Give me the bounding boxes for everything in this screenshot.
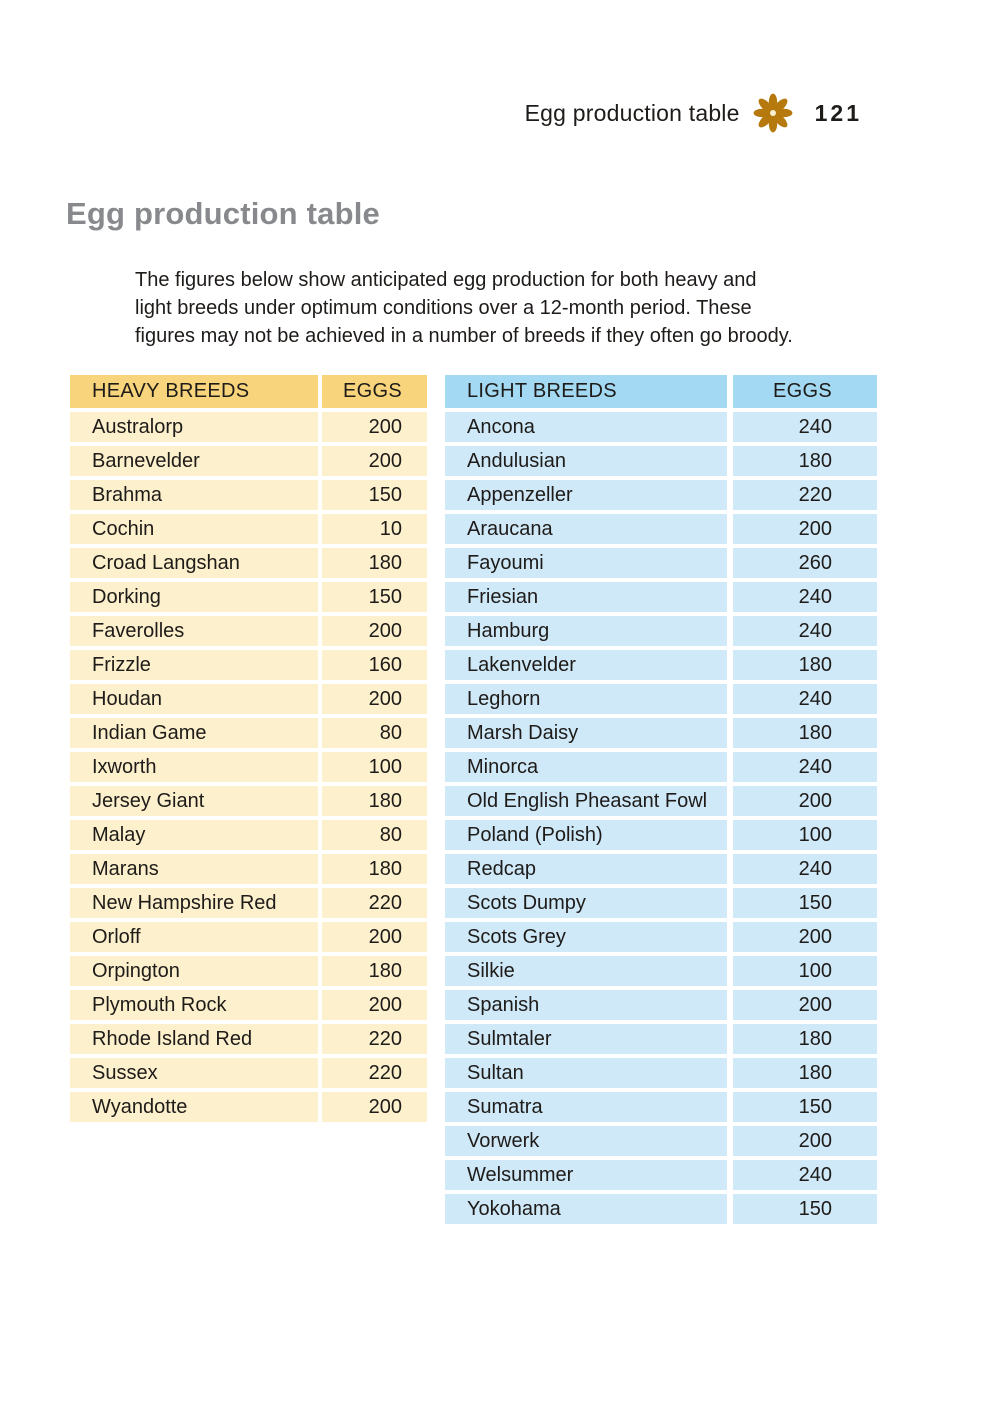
egg-count-cell: 220 <box>322 1058 427 1088</box>
page-number: 121 <box>814 99 862 126</box>
breed-name-cell: Frizzle <box>70 650 318 680</box>
table-row <box>70 480 427 510</box>
breed-name-cell: Wyandotte <box>70 1092 318 1122</box>
table-row <box>445 718 877 748</box>
table-row <box>70 1092 427 1122</box>
table-row <box>445 1160 877 1190</box>
egg-count-cell: 240 <box>733 752 877 782</box>
egg-count-cell: 150 <box>322 582 427 612</box>
table-row <box>70 888 427 918</box>
table-row <box>445 548 877 578</box>
egg-count-cell: 180 <box>733 718 877 748</box>
table-row <box>70 514 427 544</box>
table-row <box>70 1058 427 1088</box>
light-eggs-header-label: EGGS <box>733 375 877 408</box>
table-row <box>70 956 427 986</box>
breed-name-cell: Lakenvelder <box>445 650 727 680</box>
breed-name-cell: Malay <box>70 820 318 850</box>
intro-paragraph <box>135 266 875 350</box>
breed-name-cell: Spanish <box>445 990 727 1020</box>
breed-name-cell: Houdan <box>70 684 318 714</box>
breed-name-cell: Welsummer <box>445 1160 727 1190</box>
egg-count-cell: 150 <box>733 1194 877 1224</box>
heavy-eggs-header-label: EGGS <box>322 375 427 408</box>
running-header-text: Egg production table <box>524 99 740 126</box>
breed-name-cell: Indian Game <box>70 718 318 748</box>
breed-name-cell: Silkie <box>445 956 727 986</box>
table-row <box>70 446 427 476</box>
breed-name-cell: Appenzeller <box>445 480 727 510</box>
table-row <box>445 1024 877 1054</box>
breed-name-cell: Cochin <box>70 514 318 544</box>
table-row <box>445 1058 877 1088</box>
table-row <box>445 684 877 714</box>
egg-count-cell: 240 <box>733 412 877 442</box>
heavy-table-header-row <box>70 375 427 408</box>
breed-name-cell: Andulusian <box>445 446 727 476</box>
page-title: Egg production table <box>66 196 380 231</box>
breed-name-cell: Sussex <box>70 1058 318 1088</box>
table-row <box>70 1024 427 1054</box>
table-row <box>445 854 877 884</box>
table-row <box>445 1194 877 1224</box>
table-row <box>70 412 427 442</box>
breed-name-cell: Orpington <box>70 956 318 986</box>
egg-count-cell: 200 <box>733 514 877 544</box>
table-row <box>70 684 427 714</box>
breed-name-cell: Sulmtaler <box>445 1024 727 1054</box>
table-row <box>445 956 877 986</box>
egg-count-cell: 160 <box>322 650 427 680</box>
breed-name-cell: Redcap <box>445 854 727 884</box>
egg-count-cell: 200 <box>322 990 427 1020</box>
table-row <box>445 446 877 476</box>
breed-name-cell: Hamburg <box>445 616 727 646</box>
egg-count-cell: 240 <box>733 616 877 646</box>
egg-count-cell: 180 <box>322 956 427 986</box>
table-row <box>70 582 427 612</box>
egg-count-cell: 200 <box>322 922 427 952</box>
breed-name-cell: Brahma <box>70 480 318 510</box>
table-row <box>70 820 427 850</box>
table-row <box>70 990 427 1020</box>
egg-count-cell: 220 <box>322 888 427 918</box>
egg-count-cell: 150 <box>322 480 427 510</box>
table-row <box>70 548 427 578</box>
breed-name-cell: Jersey Giant <box>70 786 318 816</box>
table-row <box>445 752 877 782</box>
egg-count-cell: 80 <box>322 820 427 850</box>
egg-count-cell: 220 <box>322 1024 427 1054</box>
table-row <box>445 820 877 850</box>
egg-count-cell: 200 <box>322 1092 427 1122</box>
breed-name-cell: Sumatra <box>445 1092 727 1122</box>
table-row <box>70 854 427 884</box>
table-row <box>70 718 427 748</box>
breed-name-cell: New Hampshire Red <box>70 888 318 918</box>
table-row <box>445 888 877 918</box>
egg-count-cell: 100 <box>733 820 877 850</box>
egg-count-cell: 180 <box>733 446 877 476</box>
egg-count-cell: 200 <box>322 446 427 476</box>
breed-name-cell: Old English Pheasant Fowl <box>445 786 727 816</box>
breed-name-cell: Fayoumi <box>445 548 727 578</box>
breed-name-cell: Ixworth <box>70 752 318 782</box>
breed-name-cell: Minorca <box>445 752 727 782</box>
intro-line-1: The figures below show anticipated egg production for both heavy and <box>135 269 757 291</box>
heavy-breeds-header-label: HEAVY BREEDS <box>70 375 318 408</box>
egg-count-cell: 10 <box>322 514 427 544</box>
breed-name-cell: Croad Langshan <box>70 548 318 578</box>
table-row <box>445 412 877 442</box>
breed-name-cell: Ancona <box>445 412 727 442</box>
egg-count-cell: 200 <box>322 412 427 442</box>
table-row <box>445 616 877 646</box>
breed-name-cell: Friesian <box>445 582 727 612</box>
light-breeds-table <box>445 375 877 1224</box>
egg-count-cell: 150 <box>733 888 877 918</box>
flower-icon <box>753 92 793 134</box>
breed-name-cell: Scots Dumpy <box>445 888 727 918</box>
egg-count-cell: 180 <box>322 786 427 816</box>
egg-count-cell: 100 <box>733 956 877 986</box>
table-row <box>445 582 877 612</box>
table-row <box>70 752 427 782</box>
intro-line-3: figures may not be achieved in a number of breeds if they often go broody. <box>135 325 793 347</box>
table-row <box>445 990 877 1020</box>
egg-count-cell: 200 <box>733 1126 877 1156</box>
breed-name-cell: Plymouth Rock <box>70 990 318 1020</box>
breed-name-cell: Leghorn <box>445 684 727 714</box>
table-row <box>445 786 877 816</box>
egg-count-cell: 100 <box>322 752 427 782</box>
table-row <box>445 650 877 680</box>
egg-count-cell: 180 <box>733 1058 877 1088</box>
table-row <box>445 1092 877 1122</box>
breed-name-cell: Dorking <box>70 582 318 612</box>
egg-count-cell: 200 <box>733 990 877 1020</box>
light-table-header-row <box>445 375 877 408</box>
light-breeds-header-label: LIGHT BREEDS <box>445 375 727 408</box>
egg-count-cell: 220 <box>733 480 877 510</box>
egg-count-cell: 240 <box>733 854 877 884</box>
breed-name-cell: Araucana <box>445 514 727 544</box>
breed-name-cell: Faverolles <box>70 616 318 646</box>
table-row <box>445 480 877 510</box>
egg-count-cell: 240 <box>733 582 877 612</box>
egg-count-cell: 180 <box>322 548 427 578</box>
breed-name-cell: Rhode Island Red <box>70 1024 318 1054</box>
breed-name-cell: Marans <box>70 854 318 884</box>
breed-name-cell: Scots Grey <box>445 922 727 952</box>
egg-count-cell: 240 <box>733 684 877 714</box>
table-row <box>70 786 427 816</box>
table-row <box>70 922 427 952</box>
egg-count-cell: 80 <box>322 718 427 748</box>
table-row <box>445 922 877 952</box>
intro-line-2: light breeds under optimum conditions over a 12-month period. These <box>135 297 752 319</box>
breed-name-cell: Sultan <box>445 1058 727 1088</box>
breed-name-cell: Yokohama <box>445 1194 727 1224</box>
table-row <box>70 650 427 680</box>
egg-count-cell: 200 <box>733 786 877 816</box>
egg-count-cell: 240 <box>733 1160 877 1190</box>
breed-name-cell: Poland (Polish) <box>445 820 727 850</box>
light-table-body <box>445 408 877 1224</box>
running-header <box>0 92 862 134</box>
egg-count-cell: 260 <box>733 548 877 578</box>
breed-name-cell: Vorwerk <box>445 1126 727 1156</box>
egg-count-cell: 150 <box>733 1092 877 1122</box>
egg-count-cell: 180 <box>733 650 877 680</box>
egg-count-cell: 200 <box>322 684 427 714</box>
egg-count-cell: 180 <box>322 854 427 884</box>
breed-name-cell: Orloff <box>70 922 318 952</box>
egg-count-cell: 200 <box>733 922 877 952</box>
heavy-breeds-table <box>70 375 427 1122</box>
egg-count-cell: 200 <box>322 616 427 646</box>
table-row <box>445 1126 877 1156</box>
table-row <box>70 616 427 646</box>
breed-name-cell: Barnevelder <box>70 446 318 476</box>
heavy-table-body <box>70 408 427 1122</box>
egg-count-cell: 180 <box>733 1024 877 1054</box>
breed-name-cell: Marsh Daisy <box>445 718 727 748</box>
breed-name-cell: Australorp <box>70 412 318 442</box>
table-row <box>445 514 877 544</box>
